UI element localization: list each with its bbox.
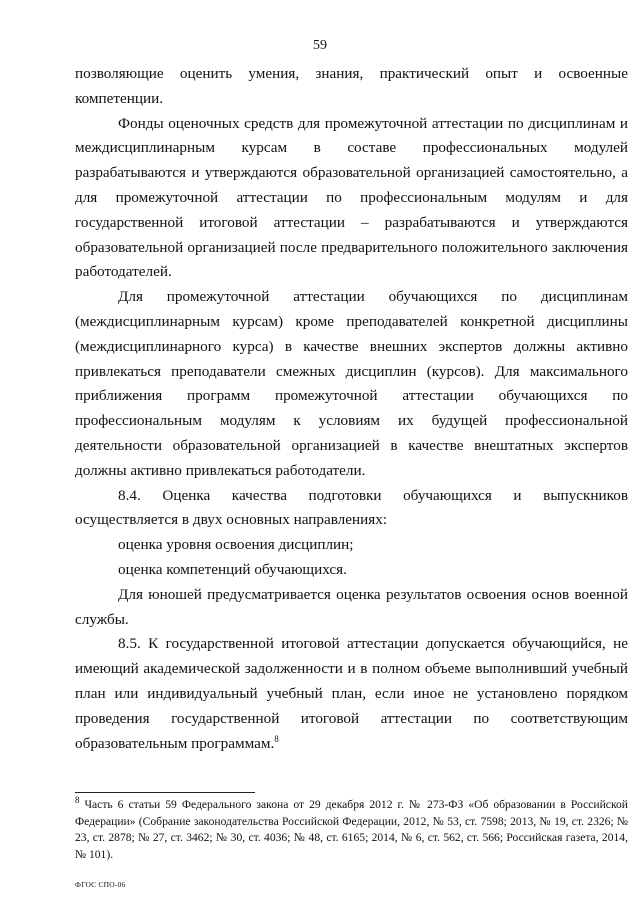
footnote-text: Часть 6 статьи 59 Федерального закона от 29 декабря 2012 г. № 273-ФЗ «Об образовании в Российской Федерации» (Собрание законодательства Российской Федерации, 2012, № 53, ст. 7598; 2013, № 19, ст. 2326; № 23, ст. 2878; № 27, ст. 3462; № 30, ст. 4036; № 48, ст. 6165; 2014, № 6, ст. 562, ст. 566; Российская газета, 2014, № 101). [75,798,628,861]
list-item-discipline-level: оценка уровня освоения дисциплин; [118,536,354,554]
paragraph-8-4: 8.4. Оценка качества подготовки обучающихся и выпускников осуществляется в двух основных направлениях: [75,486,628,529]
paragraph-8-5 [75,632,628,756]
footnote [75,797,628,863]
footnote-divider [75,792,255,793]
paragraph-continuation: позволяющие оценить умения, знания, практический опыт и освоенные компетенции. [75,65,628,107]
paragraph-external-experts: Для промежуточной аттестации обучающихся по дисциплинам (междисциплинарным курсам) кроме преподавателей конкретной дисциплины (междисциплинарного курса) в качестве внешних экспертов должны активно привлекаться преподаватели смежных дисциплин (курсов). Для максимального приближения программ промежуточной аттестации обучающихся по профессиональным модулям к условиям их будущей профессиональной деятельности образовательной организацией в качестве внештатных экспертов должны активно привлекаться работодатели. [75,288,628,479]
paragraph-assessment-funds: Фонды оценочных средств для промежуточной аттестации по дисциплинам и междисциплинарным курсам в составе профессиональных модулей разрабатываются и утверждаются образовательной организацией самостоятельно, а для промежуточной аттестации по профессиональным модулям и для государственной итоговой аттестации – разрабатываются и утверждаются образовательной организацией после предварительного положительного заключения работодателей. [75,114,628,281]
list-item-competence-assessment: оценка компетенций обучающихся. [118,560,347,578]
footnote-marker: 8 [75,795,80,806]
paragraph-military-service: Для юношей предусматривается оценка результатов освоения основ военной службы. [75,585,628,628]
page-number: 59 [313,38,327,53]
paragraph-8-5-text: 8.5. К государственной итоговой аттестации допускается обучающийся, не имеющий академической задолженности и в полном объеме выполнивший учебный план или индивидуальный учебный план, если иное не установлено порядком проведения государственной итоговой аттестации по соответствующим образовательным программам. [75,635,628,752]
footnote-reference: 8 [274,733,279,744]
footer-standard-label: ФГОС СПО-06 [75,880,126,889]
document-body [75,62,628,756]
